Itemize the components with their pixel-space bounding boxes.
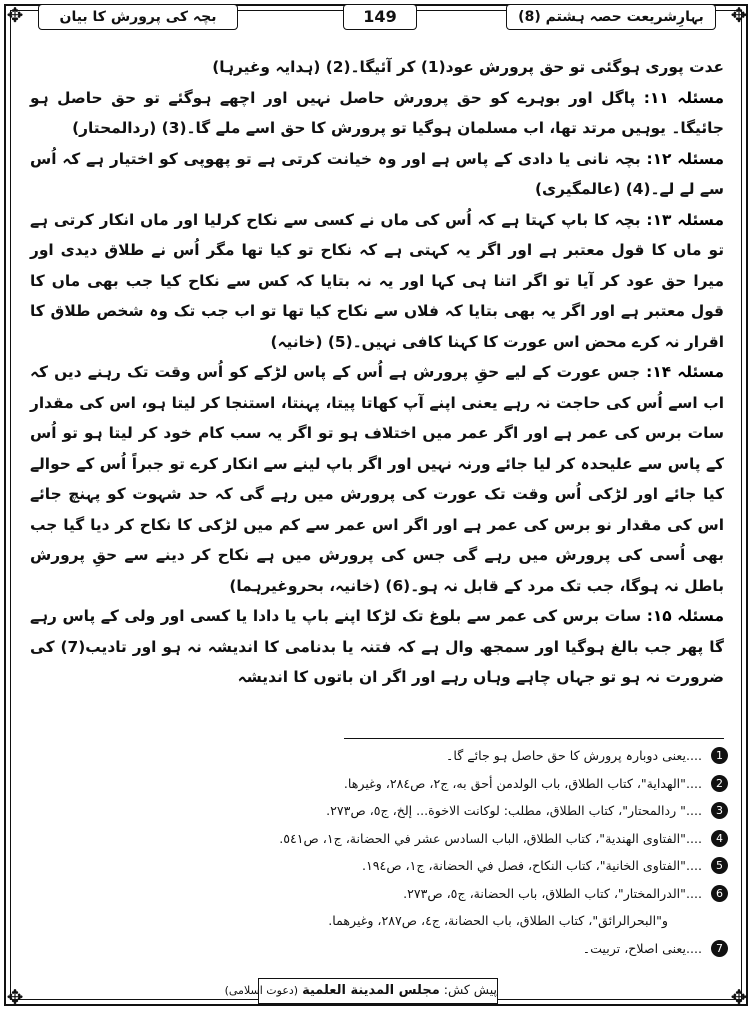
- masala-label: مسئلہ ۱۱:: [643, 88, 724, 107]
- footnote-text: ....یعنی اصلاح، تربیت۔: [582, 940, 702, 956]
- footnotes: [28, 742, 728, 962]
- paragraph-text: بچہ نانی یا دادی کے پاس ہے اور وہ خیانت کرتی ہے تو پھوپی کو اختیار ہے کہ اُس سے لے لے۔(4) (عالمگیری): [30, 149, 724, 198]
- footnote: [28, 935, 728, 963]
- footnote: [28, 852, 728, 880]
- footnote-number: 4: [711, 830, 728, 847]
- corner-ornament-icon: ✥: [730, 3, 748, 27]
- page-number: 149: [343, 4, 417, 30]
- footnote-text: ...." ردالمحتار"، كتاب الطلاق، مطلب: لوكانت الاخوة... إلخ، ج٥، ص٢٧٣.: [326, 803, 702, 818]
- footer-subtitle: (دعوت اسلامی): [224, 984, 299, 997]
- main-text: [30, 52, 724, 693]
- chapter-title: بچہ کی پرورش کا بیان: [38, 4, 238, 30]
- paragraph: [30, 52, 724, 83]
- footnote: [28, 797, 728, 825]
- footer-organization: مجلس المدینة العلمیة: [302, 983, 440, 998]
- footnote-text: ...."الفتاوى الهندية"، كتاب الطلاق، الباب السادس عشر في الحضانة، ج١، ص٥٤١.: [279, 830, 702, 846]
- footnote-text: ...."الفتاوى الخانية"، كتاب النكاح، فصل في الحضانة، ج١، ص١٩٤.: [362, 858, 702, 873]
- corner-ornament-icon: ✥: [730, 985, 748, 1009]
- footnote-number: 7: [711, 940, 728, 957]
- paragraph-text: سات برس کی عمر سے بلوغ تک لڑکا اپنے باپ یا دادا یا کسی اور ولی کے پاس رہے گا پھر جب بالغ ہوگیا اور سمجھ وال ہے کہ فتنہ یا بدنامی کا اندیشہ نہ ہو اور تادیب(7) کی ضرورت نہ ہو تو جہاں چاہے وہاں رہے اور اگر ان باتوں کا اندیشہ: [30, 607, 724, 686]
- masala-label: مسئلہ ۱۳:: [646, 210, 724, 229]
- footnote-separator: [344, 738, 724, 739]
- footnote-number: 1: [711, 747, 728, 764]
- paragraph-text: پاگل اور بوہرے کو حق پرورش حاصل نہیں اور اچھے ہوگئے تو حق حاصل ہو جائیگا۔ یوہیں مرتد تھا، اب مسلمان ہوگیا تو پرورش کا حق اسے ملے گا۔(3) (ردالمحتار): [30, 88, 724, 137]
- paragraph-text: جس عورت کے لیے حقِ پرورش ہے اُس کے پاس لڑکے کو اُس وقت تک رہنے دیں کہ اب اسے اُس کی حاجت نہ رہے یعنی اپنے آپ کھاتا پیتا، پہنتا، استنجا کر لیتا ہو، اس کی مقدار سات برس کی عمر ہے اور اگر عمر میں اختلاف ہو تو اگر یہ سب کام خود کر لیتا ہو تو اُس کے پاس سے علیحدہ کر لیا جائے ورنہ نہیں اور اگر باپ لینے سے انکار کرے تو جبراً اُس کے حوالے کیا جائے اور لڑکی اُس وقت تک عورت کی پرورش میں رہے گی کہ حد شہوت کو پہنچ جائے اس کی مقدار نو برس کی عمر ہے اور اگر اس عمر سے کم میں لڑکی کا نکاح کر دیا گیا جب بھی اُسی کی پرورش میں رہے گی جس کی پرورش میں ہے نکاح کر دینے سے حقِ پرورش باطل نہ ہوگا، جب تک مرد کے قابل نہ ہو۔(6) (خانیہ، بحروغیرہما): [30, 363, 724, 595]
- book-title: بہارِشریعت حصہ ہشتم (8): [506, 4, 716, 30]
- footnote: [28, 770, 728, 798]
- masala-label: مسئلہ ۱۲:: [646, 149, 724, 168]
- masala-label: مسئلہ ۱۵:: [646, 607, 724, 625]
- paragraph: [30, 601, 724, 693]
- paragraph: [30, 357, 724, 601]
- paragraph: [30, 83, 724, 144]
- paragraph: [30, 144, 724, 205]
- corner-ornament-icon: ✥: [6, 3, 24, 27]
- paragraph-text: بچہ کا باپ کہتا ہے کہ اُس کی ماں نے کسی سے نکاح کرلیا اور ماں انکار کرتی ہے تو ماں کا قول معتبر ہے اور اگر یہ کہتی ہے کہ نکاح تو کیا تھا مگر اُس نے طلاق دیدی اور میرا حق عود کر آیا تو اگر اتنا ہی کہا اور یہ نہ بتایا کہ کس سے نکاح کیا جب بھی ماں کا قول معتبر ہے اور اگر یہ بھی بتایا کہ فلاں سے نکاح کیا تھا تو اب جب تک وہ شخص طلاق کا اقرار نہ کرے محض اس عورت کا کہنا کافی نہیں۔(5) (خانیہ): [30, 210, 724, 351]
- footer-presenter: پیش کش:: [443, 982, 497, 997]
- footnote-number: 3: [711, 802, 728, 819]
- footnote-text: و"البحرالرائق"، كتاب الطلاق، باب الحضانة، ج٤، ص٢٨٧، وغيرهما.: [328, 913, 668, 928]
- footnote: [28, 742, 728, 770]
- footnote-text: ....یعنی دوبارہ پرورش کا حق حاصل ہو جائے گا۔: [446, 748, 702, 763]
- footnote-text: ...."الهداية"، كتاب الطلاق، باب الولدمن أحق به، ج٢، ص٢٨٤، وغيرها.: [343, 775, 702, 791]
- footnote-number: 2: [711, 775, 728, 792]
- footnote: [28, 825, 728, 853]
- corner-ornament-icon: ✥: [6, 985, 24, 1009]
- paragraph: [30, 205, 724, 358]
- page-footer: [224, 978, 498, 1004]
- footnote-number: 5: [711, 857, 728, 874]
- footnote-number: 6: [711, 885, 728, 902]
- page-header: [36, 4, 718, 30]
- masala-label: مسئلہ ۱۴:: [646, 363, 724, 381]
- paragraph-text: عدت پوری ہوگئی تو حق پرورش عود(1) کر آئیگا۔(2) (ہدایہ وغیرہا): [212, 58, 724, 76]
- footnote-text: ...."الدرالمختار"، كتاب الطلاق، باب الحضانة، ج٥، ص٢٧٣.: [403, 885, 702, 901]
- footnote: [28, 880, 728, 908]
- footnote-continuation: [28, 907, 728, 935]
